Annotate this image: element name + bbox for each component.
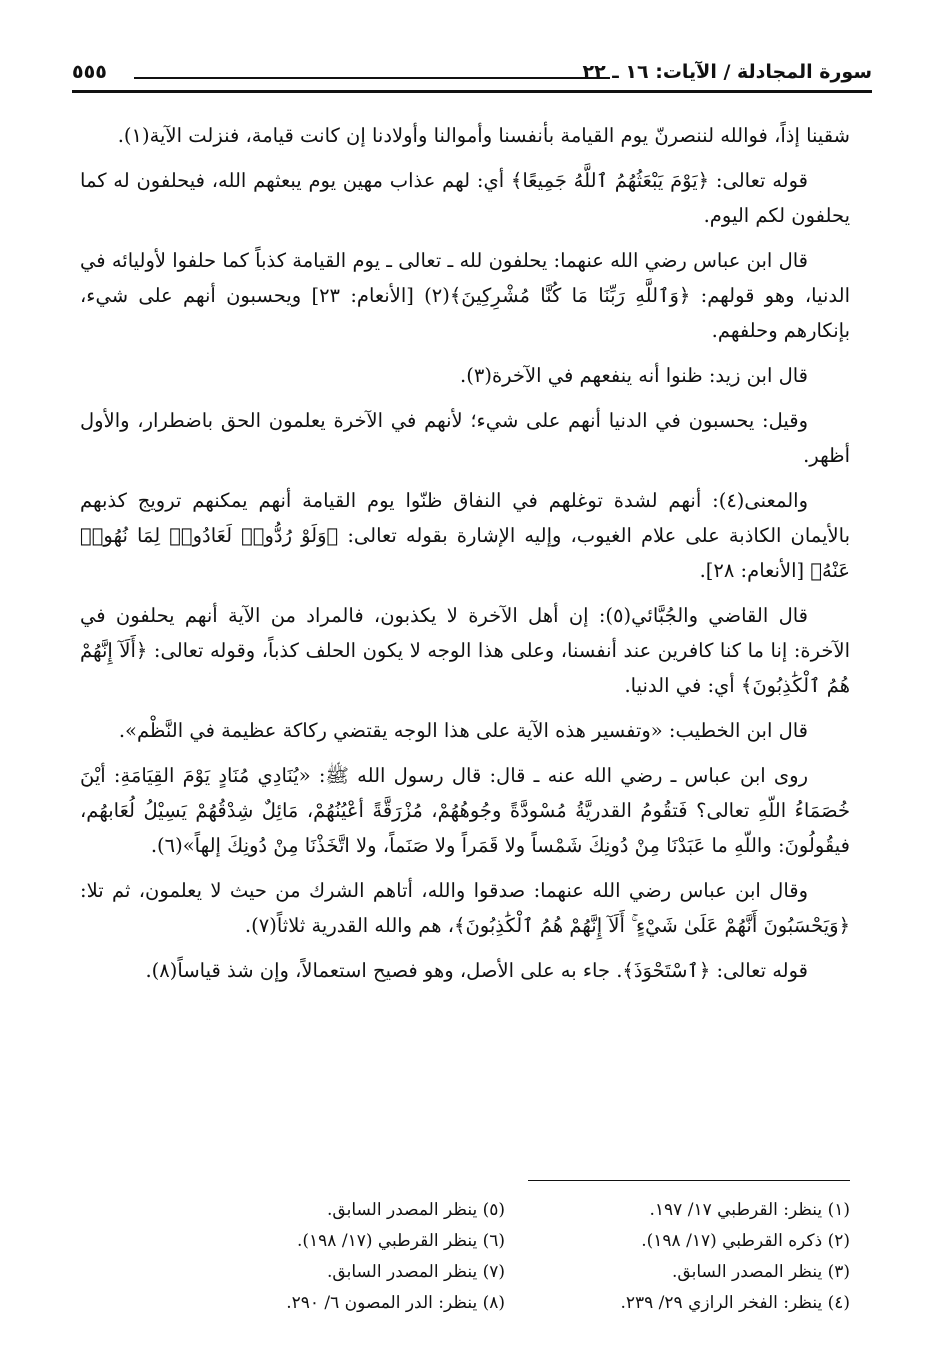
paragraph-3: قال ابن عباس رضي الله عنهما: يحلفون لله ـ تعالى ـ يوم القيامة كذباً كما حلفوا لأوليائه في الدنيا، وهو قولهم: ﴿وَٱللَّهِ رَبِّنَا مَا كُنَّا مُشْرِكِينَ﴾(٢) [الأنعام: ٢٣] ويحسبون أنهم على شيء، بإنكارهم وحلفهم. <box>80 249 850 342</box>
footnote-2: (٢) ذكره القرطبي (١٧/ ١٩٨). <box>641 1231 850 1251</box>
footnote-8: (٨) ينظر: الدر المصون ٦/ ٢٩٠. <box>286 1293 505 1313</box>
footnote-4: (٤) ينظر: الفخر الرازي ٢٩/ ٢٣٩. <box>620 1293 850 1313</box>
paragraph-9: روى ابن عباس ـ رضي الله عنه ـ قال: قال رسول الله ﷺ: «يُنَادِي مُنَادٍ يَوْمَ القِيَامَةِ: أيْنَ خُصَمَاءُ اللّهِ تعالى؟ فَتقُومُ القدريَّةُ مُسْودَّةً وجُوهُهُمْ، مُزْرَقَّةً أعْيُنُهُمْ، مَائِلٌ شِدْقُهُمْ يَسِيْلُ لُعَابهُم، فيقُولُونَ: واللّهِ ما عَبَدْنَا مِنْ دُونِكَ شَمْساً ولا قَمَراً ولا صَنَماً، ولا اتَّخَذْنَا مِنْ دُونِكَ إلهاً»(٦). <box>80 764 850 857</box>
page-header <box>72 58 872 92</box>
footnote-1: (١) ينظر: القرطبي ١٧/ ١٩٧. <box>649 1200 850 1220</box>
footnote-6: (٦) ينظر القرطبي (١٧/ ١٩٨). <box>296 1231 505 1251</box>
footnote-5: (٥) ينظر المصدر السابق. <box>327 1200 505 1220</box>
paragraph-1: شقينا إذاً، فوالله لننصرنّ يوم القيامة بأنفسنا وأموالنا وأولادنا إن كانت قيامة، فنزلت الآية(١). <box>117 124 850 147</box>
paragraph-5: وقيل: يحسبون في الدنيا أنهم على شيء؛ لأنهم في الآخرة يعلمون الحق باضطرار، والأول أظهر. <box>80 409 850 467</box>
footnote-7: (٧) ينظر المصدر السابق. <box>327 1262 505 1282</box>
main-text <box>80 118 850 998</box>
header-rule-short <box>134 77 610 79</box>
paragraph-10: وقال ابن عباس رضي الله عنهما: صدقوا والله، أتاهم الشرك من حيث لا يعلمون، ثم تلا: ﴿وَيَحْسَبُونَ أَنَّهُمْ عَلَىٰ شَيْءٍ ۚ أَلَآ إِنَّهُمْ هُمُ ٱلْكَٰذِبُونَ﴾، هم والله القدرية ثلاثاً(٧). <box>80 879 850 937</box>
header-rule <box>72 90 872 93</box>
running-title: سورة المجادلة / الآيات: ١٦ ـ ٢٢ <box>582 61 872 83</box>
paragraph-8: قال ابن الخطيب: «وتفسير هذه الآية على هذا الوجه يقتضي ركاكة عظيمة في النَّظْم». <box>118 719 808 742</box>
paragraph-7: قال القاضي والجُبَّائي(٥): إن أهل الآخرة لا يكذبون، فالمراد من الآية أنهم يحلفون في الآخرة: إنا ما كنا كافرين عند أنفسنا، وعلى هذا الوجه لا يكون الحلف كذباً، وقوله تعالى: ﴿أَلَآ إِنَّهُمْ هُمُ ٱلْكَٰذِبُونَ﴾ أي: في الدنيا. <box>80 604 850 697</box>
footnote-3: (٣) ينظر المصدر السابق. <box>672 1262 850 1282</box>
paragraph-11: قوله تعالى: ﴿ٱسْتَحْوَذَ﴾. جاء به على الأصل، وهو فصيح استعمالاً، وإن شذ قياساً(٨). <box>145 959 808 982</box>
paragraph-4: قال ابن زيد: ظنوا أنه ينفعهم في الآخرة(٣). <box>460 364 808 387</box>
footnotes <box>160 1195 850 1319</box>
footnote-separator <box>528 1180 850 1181</box>
paragraph-2: قوله تعالى: ﴿يَوْمَ يَبْعَثُهُمُ ٱللَّهُ جَمِيعًا﴾ أي: لهم عذاب مهين يوم يبعثهم الله، فيحلفون له كما يحلفون لكم اليوم. <box>80 169 850 227</box>
paragraph-6: والمعنى(٤): أنهم لشدة توغلهم في النفاق ظنّوا يوم القيامة أنهم يمكنهم ترويج كذبهم بالأيمان الكاذبة على علام الغيوب، وإليه الإشارة بقوله تعالى: ﴿وَلَوْ رُدُّوا۟ لَعَادُوا۟ لِمَا نُهُوا۟ عَنْهُ﴾ [الأنعام: ٢٨]. <box>80 489 850 582</box>
page-number: ٥٥٥ <box>72 61 107 83</box>
